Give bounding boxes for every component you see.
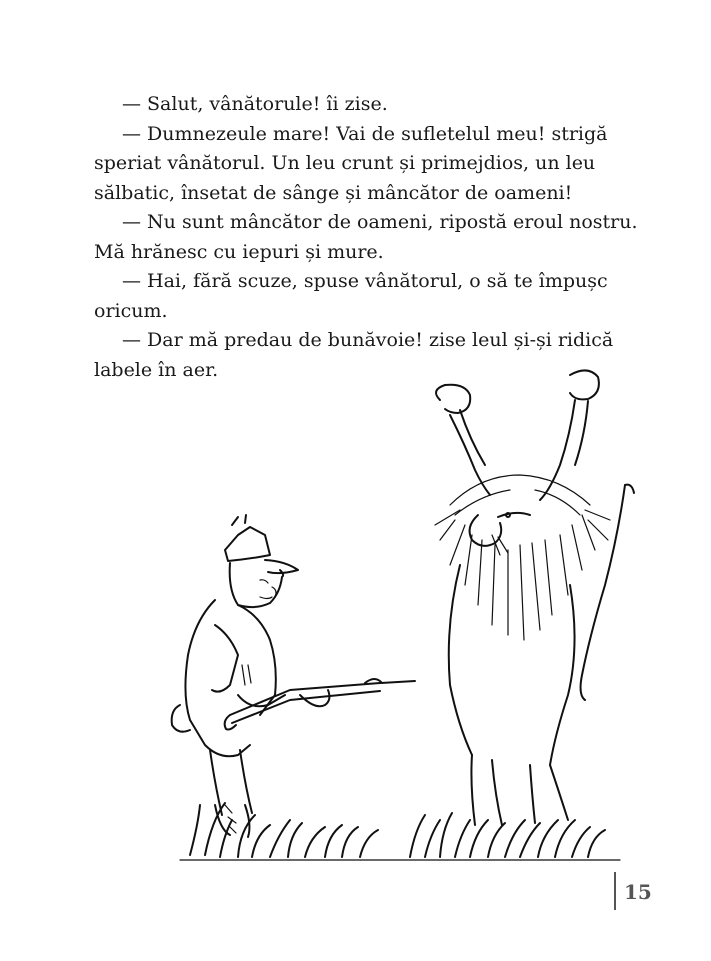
text-line: speriat vânătorul. Un leu crunt și primejdios, un leu	[94, 152, 596, 174]
page-number-rule	[614, 872, 616, 910]
text-line: labele în aer.	[94, 358, 219, 381]
text-line: — Salut, vânătorule! îi zise.	[122, 93, 388, 115]
text-line: sălbatic, însetat de sânge și mâncător de oameni!	[94, 181, 573, 204]
lion-figure	[435, 370, 634, 825]
paragraph-4	[94, 267, 622, 326]
text-line: oricum.	[94, 299, 168, 322]
paragraph-2	[94, 120, 622, 209]
story-text	[94, 90, 638, 385]
text-line: Mă hrănesc cu iepuri și mure.	[94, 240, 384, 263]
text-line: — Hai, fără scuze, spuse vânătorul, o să te împușc	[122, 270, 608, 292]
text-line: — Dumnezeule mare! Vai de sufletelul meu! strigă	[122, 122, 608, 145]
page-number: 15	[624, 880, 652, 904]
text-line: — Nu sunt mâncător de oameni, ripostă eroul nostru.	[122, 211, 638, 233]
paragraph-1	[122, 90, 622, 120]
text-line: — Dar mă predau de bunăvoie! zise leul și-și ridică	[122, 329, 614, 351]
hunter-and-lion-illustration	[120, 365, 640, 875]
grass-drawing	[180, 803, 620, 860]
paragraph-3	[94, 208, 638, 267]
hunter-figure	[172, 515, 415, 837]
